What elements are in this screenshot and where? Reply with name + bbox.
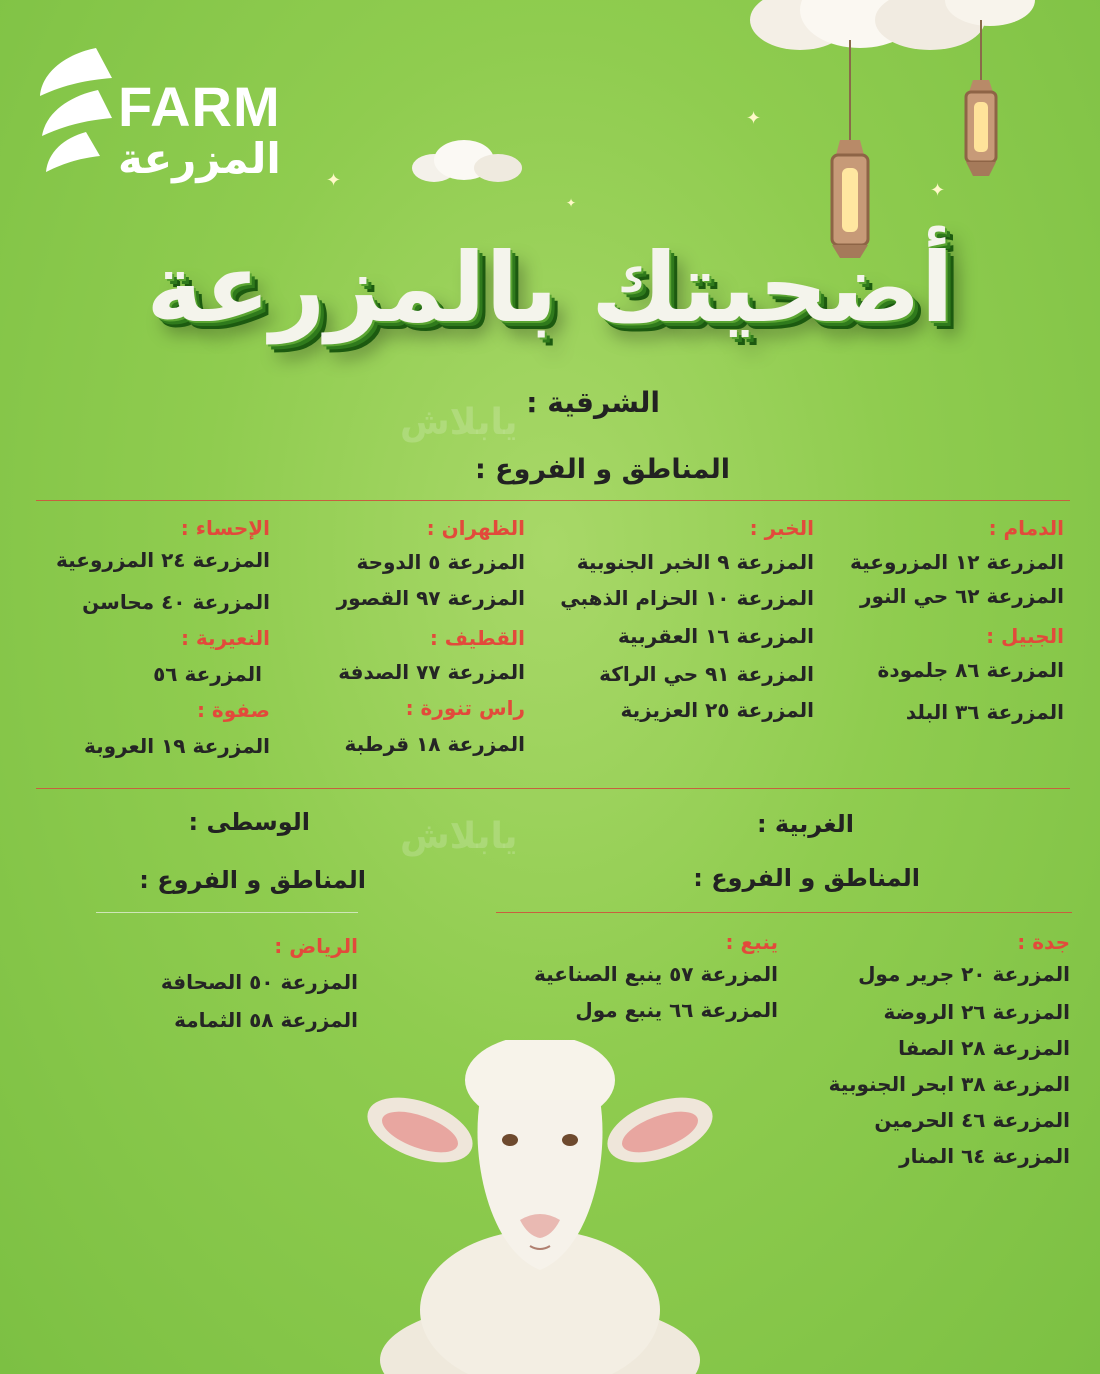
western-col-jeddah bbox=[770, 930, 1070, 1168]
branch-item: المزرعة ٢٦ الروضة bbox=[883, 1000, 1070, 1024]
city-label: ينبع : bbox=[725, 930, 778, 954]
divider bbox=[36, 500, 1070, 501]
branch-item: المزرعة ١٨ قرطبة bbox=[344, 732, 525, 756]
branch-item: المزرعة ٣٦ البلد bbox=[905, 700, 1064, 724]
branch-item: المزرعة ٦٤ المنار bbox=[899, 1144, 1070, 1168]
western-col-yanbu bbox=[478, 930, 778, 1022]
branch-item: المزرعة ٢٥ العزيزية bbox=[620, 698, 814, 722]
branch-item: المزرعة ١٠ الحزام الذهبي bbox=[560, 586, 814, 610]
eastern-branches-subtitle: المناطق و الفروع : bbox=[474, 454, 730, 485]
branch-item: المزرعة ٤٠ محاسن bbox=[82, 590, 270, 614]
central-region-title: الوسطى : bbox=[188, 808, 310, 836]
city-label: الدمام : bbox=[988, 516, 1064, 540]
star-icon: ✦ bbox=[326, 170, 342, 191]
branch-item: المزرعة ٢٠ جرير مول bbox=[858, 962, 1070, 986]
eastern-region-title: الشرقية : bbox=[526, 386, 660, 419]
branch-item: المزرعة ٥٠ الصحافة bbox=[160, 970, 358, 994]
city-label: القطيف : bbox=[429, 626, 525, 650]
branch-item: المزرعة ٥٨ الثمامة bbox=[174, 1008, 358, 1032]
city-label: الخبر : bbox=[749, 516, 814, 540]
branch-item: المزرعة ٥ الدوحة bbox=[356, 550, 525, 574]
branch-item: المزرعة ٧٧ الصدفة bbox=[338, 660, 525, 684]
city-label: النعيرية : bbox=[180, 626, 270, 650]
branch-item: المزرعة ١٦ العقربية bbox=[617, 624, 814, 648]
logo-text-en: FARM bbox=[118, 75, 281, 138]
lantern-icon bbox=[958, 20, 1004, 180]
western-region-title: الغربية : bbox=[756, 810, 854, 838]
central-col-riyadh bbox=[98, 934, 358, 1032]
lantern-icon bbox=[820, 40, 880, 260]
eastern-col-ahsa bbox=[30, 516, 270, 758]
branch-item: المزرعة ٩٧ القصور bbox=[336, 586, 525, 610]
city-label: الرياض : bbox=[274, 934, 358, 958]
star-icon: ✦ bbox=[930, 180, 946, 201]
sheep-illustration bbox=[360, 1040, 720, 1374]
divider bbox=[496, 912, 1072, 913]
branch-item: المزرعة ٢٨ الصفا bbox=[898, 1036, 1070, 1060]
branch-item: المزرعة ٣٨ ابحر الجنوبية bbox=[828, 1072, 1070, 1096]
city-label: راس تنورة : bbox=[405, 696, 525, 720]
eastern-col-dammam bbox=[814, 516, 1064, 724]
eastern-col-khobar bbox=[514, 516, 814, 722]
watermark: يابلاش bbox=[400, 402, 518, 443]
city-label: جدة : bbox=[1017, 930, 1070, 954]
branch-item: المزرعة ٢٤ المزروعية bbox=[56, 548, 270, 572]
branch-item: المزرعة ٥٧ ينبع الصناعية bbox=[533, 962, 778, 986]
divider bbox=[36, 788, 1070, 789]
branch-item: المزرعة ٨٦ جلمودة bbox=[877, 658, 1064, 682]
hero-title: أضحيتك بالمزرعة bbox=[146, 232, 954, 344]
branch-item: المزرعة ٦٦ ينبع مول bbox=[575, 998, 778, 1022]
branch-item: المزرعة ٥٦ bbox=[153, 662, 262, 686]
star-icon: ✦ bbox=[566, 196, 577, 210]
branch-item: المزرعة ١٩ العروبة bbox=[83, 734, 270, 758]
eastern-col-dhahran bbox=[285, 516, 525, 756]
city-label: الإحساء : bbox=[180, 516, 270, 540]
star-icon: ✦ bbox=[746, 108, 762, 129]
western-branches-subtitle: المناطق و الفروع : bbox=[693, 864, 920, 892]
branch-item: المزرعة ٤٦ الحرمين bbox=[874, 1108, 1070, 1132]
central-branches-subtitle: المناطق و الفروع : bbox=[139, 866, 366, 894]
branch-item: المزرعة ٦٢ حي النور bbox=[859, 584, 1064, 608]
brand-logo bbox=[36, 44, 296, 184]
branch-item: المزرعة ٩١ حي الراكة bbox=[599, 662, 814, 686]
city-label: الجبيل : bbox=[986, 624, 1064, 648]
city-label: صفوة : bbox=[196, 698, 270, 722]
branch-item: المزرعة ١٢ المزروعية bbox=[850, 550, 1064, 574]
cloud-icon bbox=[406, 138, 526, 188]
city-label: الظهران : bbox=[426, 516, 525, 540]
divider bbox=[96, 912, 358, 913]
branch-item: المزرعة ٩ الخبر الجنوبية bbox=[576, 550, 814, 574]
logo-mark-icon bbox=[36, 44, 116, 184]
logo-text-ar: المزرعة bbox=[118, 134, 281, 183]
watermark: يابلاش bbox=[400, 816, 518, 857]
